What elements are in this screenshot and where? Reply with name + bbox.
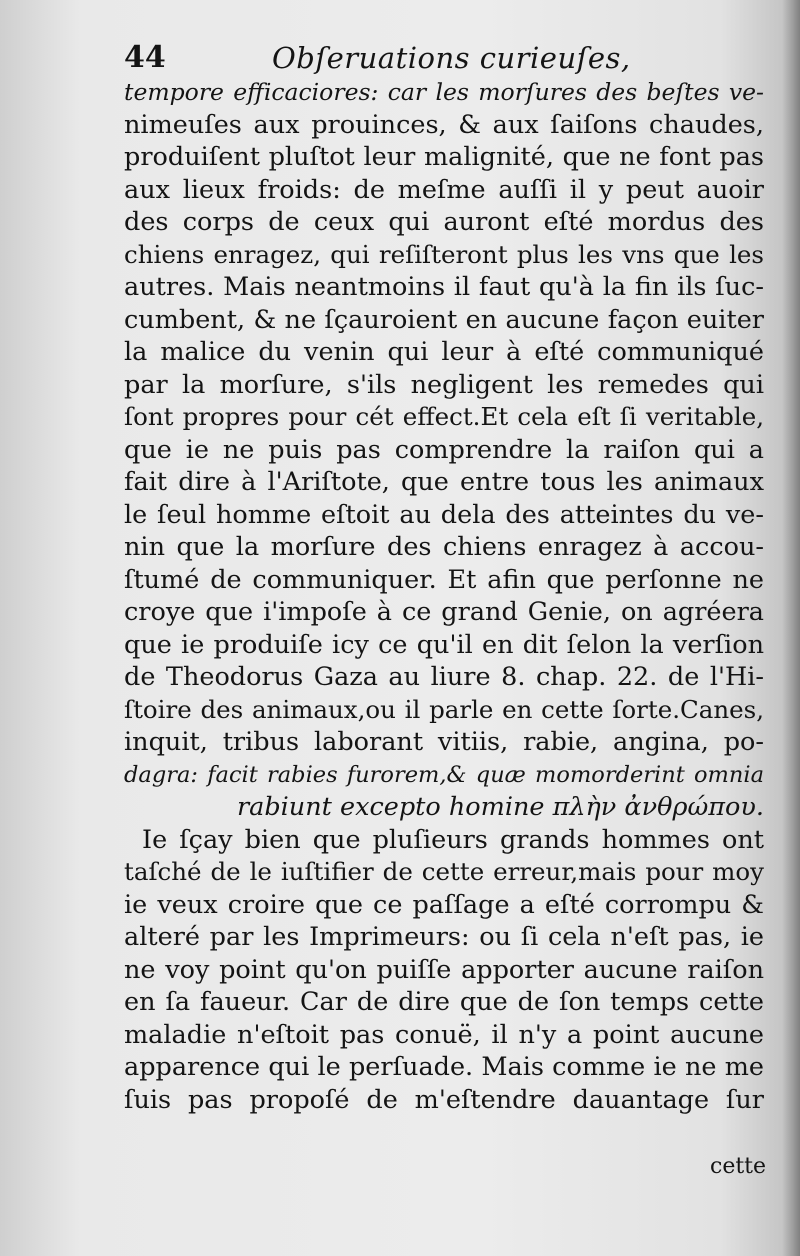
text-line: apparence qui le perſuade. Mais comme ie ne me [124, 1052, 764, 1082]
text-line: ſtumé de communiquer. Et afin que perſonne ne [124, 564, 764, 595]
text-line: fait dire à l'Ariſtote, que entre tous les animaux [124, 467, 764, 497]
text-line: produiſent pluſtot leur malignité, que ne font pas [124, 142, 764, 172]
text-line: par la morſure, s'ils negligent les remedes qui [124, 369, 764, 400]
text-line: rabiunt excepto homine πλὴν ἀνθρώπου. [236, 792, 764, 822]
text-line: ne voy point qu'on puiſſe apporter aucune raiſon [124, 954, 764, 985]
text-line: ſuis pas propoſé de m'eſtendre dauantage ſur [124, 1084, 764, 1115]
text-line: Ie ſçay bien que pluſieurs grands hommes ont [142, 824, 764, 855]
text-line: ſont propres pour cét effect.Et cela eſt ſi veritable, [124, 402, 764, 431]
text-line: chiens enragez, qui reſiſteront plus les vns que les [124, 239, 764, 269]
page-header [124, 38, 684, 78]
text-line: nin que la morſure des chiens enragez à accou- [124, 532, 764, 562]
page-edge-shadow [782, 0, 800, 1256]
text-line: des corps de ceux qui auront eſté mordus des [124, 207, 764, 237]
catchword: cette [710, 1154, 767, 1179]
text-line: que ie ne puis pas comprendre la raiſon qui a [124, 434, 764, 465]
text-line: dagra: facit rabies furorem,& quæ momorderint omnia [124, 761, 764, 788]
running-title: Obſeruations curieuſes, [272, 41, 631, 75]
text-line: la malice du venin qui leur à eſté communiqué [124, 337, 764, 367]
text-line: croye que i'impoſe à ce grand Genie, on agréera [124, 597, 764, 627]
text-line: inquit, tribus laborant vitiis, rabie, angina, po- [124, 727, 764, 757]
text-line: en ſa faueur. Car de dire que de ſon temps cette [124, 987, 764, 1017]
text-line: que ie produiſe icy ce qu'il en dit ſelon la verſion [124, 629, 764, 660]
text-body [124, 76, 764, 1116]
text-line: autres. Mais neantmoins il faut qu'à la fin ils ſuc- [124, 272, 764, 302]
text-line: de Theodorus Gaza au liure 8. chap. 22. de l'Hi- [124, 662, 764, 692]
text-line: aux lieux froids: de meſme auſſi il y peut auoir [124, 174, 764, 205]
text-line: taſché de le iuſtifier de cette erreur,mais pour moy [124, 857, 764, 886]
page-number: 44 [124, 40, 166, 75]
text-line: le ſeul homme eſtoit au dela des atteintes du ve- [124, 499, 764, 530]
text-line: cumbent, & ne ſçauroient en aucune façon euiter [124, 304, 764, 335]
text-line: nimeuſes aux prouinces, & aux ſaiſons chaudes, [124, 109, 764, 140]
text-line: tempore efficaciores: car les morſures des beſtes ve- [124, 78, 764, 106]
text-line: maladie n'eſtoit pas conuë, il n'y a point aucune [124, 1019, 764, 1050]
text-line: alteré par les Imprimeurs: ou ſi cela n'eſt pas, ie [124, 922, 764, 952]
text-line: ie veux croire que ce paſſage a eſté corrompu & [124, 889, 764, 920]
text-line: ſtoire des animaux,ou il parle en cette ſorte.Canes, [124, 694, 764, 724]
